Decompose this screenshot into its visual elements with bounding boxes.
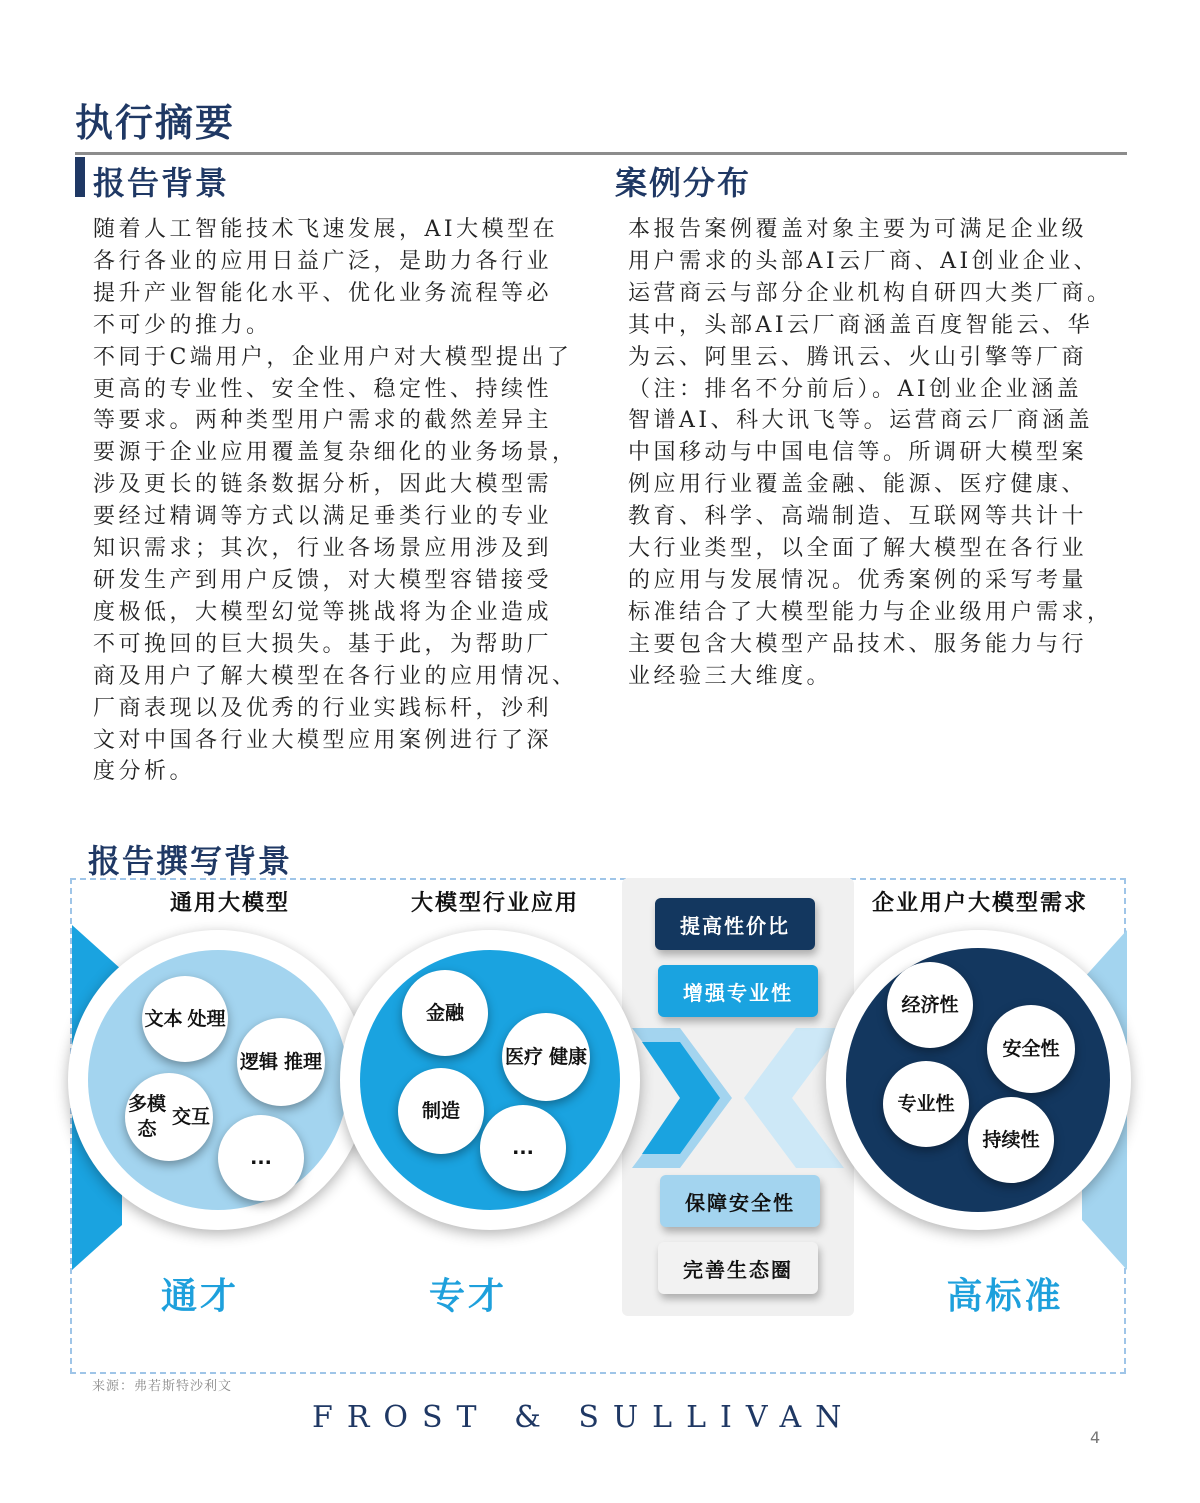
distribution-paragraph <box>628 214 1148 693</box>
bubble-text-processing: 文本 处理 <box>142 976 228 1062</box>
bubble-multimodal: 多模态 交互 <box>125 1073 213 1161</box>
text-line: 不可挽回的巨大损失。基于此，为帮助厂 <box>93 631 553 657</box>
background-paragraph <box>93 214 613 788</box>
text-line: 运营商云与部分企业机构自研四大类厂商。 <box>628 280 1113 306</box>
bubble-economy: 经济性 <box>887 962 973 1048</box>
diagram-heading: 报告撰写背景 <box>88 842 293 880</box>
bubble-logical-reasoning: 逻辑 推理 <box>237 1018 325 1106</box>
text-line: 为云、阿里云、腾讯云、火山引擎等厂商 <box>628 344 1088 370</box>
text-line: 用户需求的头部AI云厂商、AI创业企业、 <box>628 248 1100 274</box>
source-note: 来源：弗若斯特沙利文 <box>92 1379 233 1394</box>
bubble-safety: 安全性 <box>987 1005 1075 1093</box>
pill-professionalism: 增强专业性 <box>658 965 818 1017</box>
background-heading: 报告背景 <box>93 164 230 202</box>
text-line: 知识需求；其次，行业各场景应用涉及到 <box>93 536 553 562</box>
text-line: 其中，头部AI云厂商涵盖百度智能云、华 <box>628 312 1094 338</box>
page-title: 执行摘要 <box>75 100 236 145</box>
text-line: （注：排名不分前后）。AI创业企业涵盖 <box>628 376 1083 402</box>
pill-security: 保障安全性 <box>660 1175 820 1227</box>
text-line: 度极低，大模型幻觉等挑战将为企业造成 <box>93 599 553 625</box>
text-line: 研发生产到用户反馈，对大模型容错接受 <box>93 567 553 593</box>
text-line: 商及用户了解大模型在各行业的应用情况、 <box>93 663 578 689</box>
text-line: 不同于C端用户，企业用户对大模型提出了 <box>93 344 573 370</box>
text-line: 中国移动与中国电信等。所调研大模型案 <box>628 440 1088 466</box>
general-model-title: 通用大模型 <box>169 891 290 916</box>
bubble-more-general: ... <box>218 1115 304 1201</box>
text-line: 智谱AI、科大讯飞等。运营商云厂商涵盖 <box>628 408 1094 434</box>
text-line: 等要求。两种类型用户需求的截然差异主 <box>93 408 553 434</box>
text-line: 主要包含大模型产品技术、服务能力与行 <box>628 631 1088 657</box>
pill-cost-effectiveness: 提高性价比 <box>655 898 815 950</box>
text-line: 度分析。 <box>93 759 196 785</box>
bubble-manufacturing: 制造 <box>398 1068 484 1154</box>
page-number: 4 <box>1090 1428 1101 1447</box>
text-line: 要经过精调等方式以满足垂类行业的专业 <box>93 504 553 530</box>
text-line: 要源于企业应用覆盖复杂细化的业务场景， <box>93 440 578 466</box>
text-line: 本报告案例覆盖对象主要为可满足企业级 <box>628 217 1088 242</box>
bubble-healthcare: 医疗 健康 <box>502 1013 590 1101</box>
text-line: 厂商表现以及优秀的行业实践标杆，沙利 <box>93 695 553 721</box>
industry-app-title: 大模型行业应用 <box>410 891 579 916</box>
text-line: 各行各业的应用日益广泛，是助力各行业 <box>93 248 553 274</box>
frost-sullivan-logo: FROST & SULLIVAN <box>312 1400 856 1435</box>
label-generalist: 通才 <box>160 1276 239 1317</box>
text-line: 的应用与发展情况。优秀案例的采写考量 <box>628 567 1088 593</box>
text-line: 标准结合了大模型能力与企业级用户需求， <box>628 599 1113 625</box>
text-line: 不可少的推力。 <box>93 312 272 338</box>
bubble-sustainability: 持续性 <box>968 1097 1054 1183</box>
enterprise-needs-title: 企业用户大模型需求 <box>871 891 1088 916</box>
bubble-professional: 专业性 <box>883 1061 969 1147</box>
pill-ecosystem: 完善生态圈 <box>658 1242 818 1294</box>
text-line: 随着人工智能技术飞速发展，AI大模型在 <box>93 217 559 242</box>
text-line: 更高的专业性、安全性、稳定性、持续性 <box>93 376 553 402</box>
section-accent-bar <box>75 157 85 197</box>
bubble-more-industry: ... <box>480 1105 566 1191</box>
text-line: 涉及更长的链条数据分析，因此大模型需 <box>93 472 553 498</box>
label-specialist: 专才 <box>428 1276 507 1317</box>
text-line: 大行业类型，以全面了解大模型在各行业 <box>628 536 1088 562</box>
label-high-standard: 高标准 <box>946 1276 1064 1317</box>
converging-arrows <box>622 1018 854 1178</box>
text-line: 业经验三大维度。 <box>628 663 833 689</box>
text-line: 例应用行业覆盖金融、能源、医疗健康、 <box>628 472 1088 498</box>
bubble-finance: 金融 <box>402 970 488 1056</box>
distribution-heading: 案例分布 <box>615 164 752 202</box>
text-line: 教育、科学、高端制造、互联网等共计十 <box>628 504 1088 530</box>
text-line: 文对中国各行业大模型应用案例进行了深 <box>93 727 553 753</box>
text-line: 提升产业智能化水平、优化业务流程等必 <box>93 280 553 306</box>
title-divider <box>75 152 1127 155</box>
enterprise-circle-inner <box>846 948 1110 1212</box>
